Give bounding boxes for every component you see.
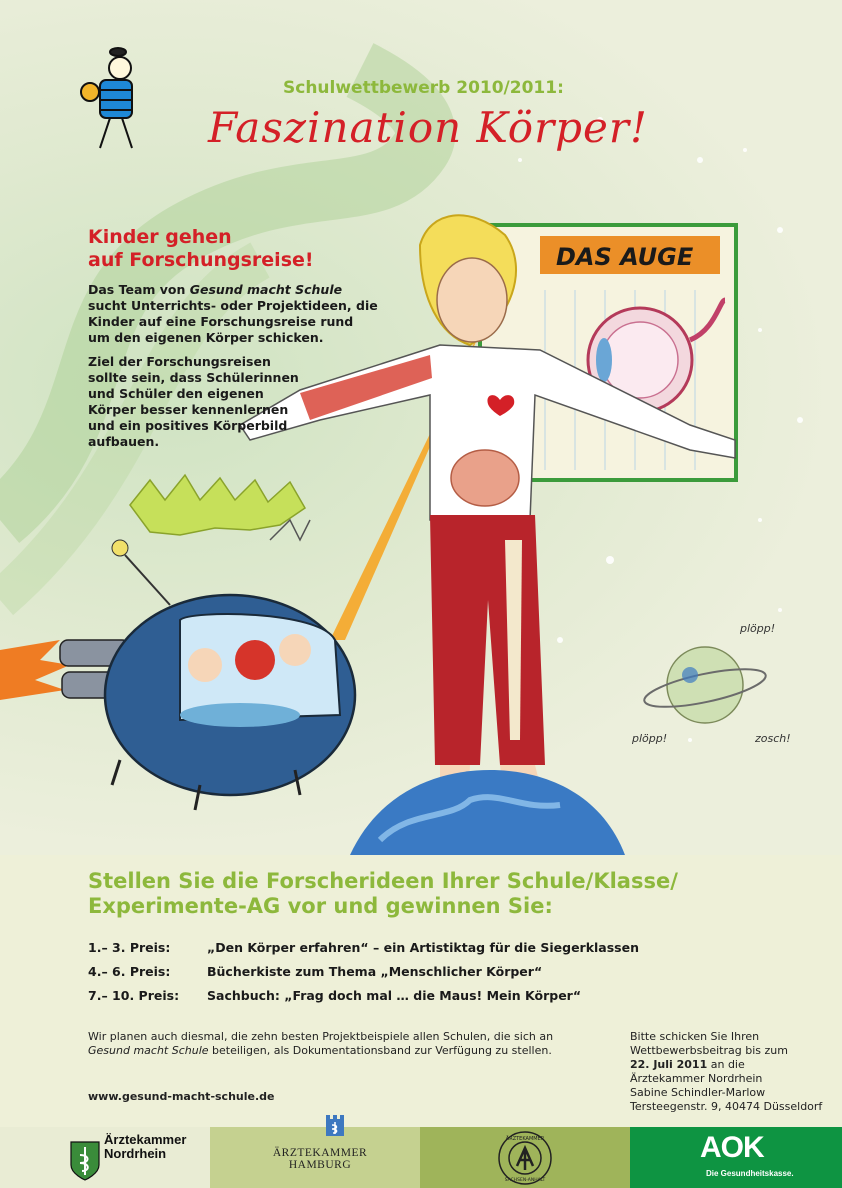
intro-heading-line1: Kinder gehen: [88, 226, 232, 248]
submission-deadline: 22. Juli 2011: [630, 1058, 708, 1071]
prize-place: 7.– 10. Preis:: [88, 988, 180, 1003]
intro-paragraph-2: Ziel der Forschungsreisen sollte sein, dass Schülerinnen und Schüler den eigenen Körper besser kennenlernen und ein positives Körperbild aufbauen.: [88, 354, 299, 449]
intro-heading-line2: auf Forschungsreise!: [88, 249, 314, 271]
submission-line: Sabine Schindler-Marlow: [630, 1086, 766, 1099]
nordrhein-shield-icon: [70, 1141, 100, 1181]
submission-line: Bitte schicken Sie Ihren: [630, 1030, 760, 1043]
hamburg-line2: HAMBURG: [288, 1159, 352, 1171]
spaceship: [0, 540, 355, 810]
prize-description: Bücherkiste zum Thema „Menschlicher Körper“: [207, 964, 543, 979]
submission-line: an die: [707, 1058, 745, 1071]
svg-text:DAS AUGE: DAS AUGE: [556, 243, 694, 271]
planet: [631, 622, 791, 745]
prize-place: 1.– 3. Preis:: [88, 940, 171, 955]
contest-subtitle: Schulwettbewerb 2010/2011:: [283, 78, 564, 98]
hamburg-text: [272, 1147, 368, 1171]
svg-text:plöpp!: plöpp!: [740, 622, 776, 635]
nordrhein-line2: Nordrhein: [104, 1146, 167, 1161]
submission-line: Ärztekammer Nordrhein: [630, 1072, 763, 1085]
aok-slogan: Die Gesundheitskasse.: [706, 1169, 794, 1178]
contest-headline: Stellen Sie die Forscherideen Ihrer Schule/Klasse/ Experimente-AG vor und gewinnen Sie:: [88, 869, 678, 918]
globe: [350, 770, 625, 855]
prize-description: „Den Körper erfahren“ – ein Artistiktag für die Siegerklassen: [207, 940, 640, 955]
svg-text:ÄRZTEKAMMER: ÄRZTEKAMMER: [505, 1136, 545, 1142]
intro-p1-after: sucht Unterrichts- oder Projektideen, die Kinder auf eine Forschungsreise rund um den eigenen Körper schicken.: [88, 298, 378, 345]
sachsen-anhalt-seal-icon: [497, 1130, 553, 1186]
logo-aerztekammer-sachsen-anhalt: [420, 1127, 630, 1188]
logo-aok: [630, 1127, 842, 1188]
prize-description: Sachbuch: „Frag doch mal … die Maus! Mein Körper“: [207, 988, 582, 1003]
nordrhein-text: [104, 1133, 186, 1161]
submission-address: Tersteegenstr. 9, 40474 Düsseldorf: [630, 1100, 823, 1113]
intro-paragraph-1: [88, 282, 378, 346]
hamburg-castle-icon: [325, 1115, 345, 1137]
logo-aerztekammer-hamburg: [210, 1127, 420, 1188]
nordrhein-line1: Ärztekammer: [104, 1132, 187, 1147]
svg-text:plöpp!: plöpp!: [632, 732, 668, 745]
intro-p1-em: Gesund macht Schule: [189, 282, 343, 297]
svg-text:SACHSEN-ANHALT: SACHSEN-ANHALT: [504, 1178, 546, 1183]
note-after: beteiligen, als Dokumentationsband zur Verfügung zu stellen.: [208, 1044, 552, 1057]
doodle-figure: [81, 48, 132, 148]
hamburg-line1: ÄRZTEKAMMER: [272, 1147, 368, 1159]
note-before: Wir planen auch diesmal, die zehn besten Projektbeispiele allen Schulen, die sich an: [88, 1030, 554, 1043]
intro-block: [88, 226, 378, 458]
submission-line: Wettbewerbsbeitrag bis zum: [630, 1044, 788, 1057]
note-em: Gesund macht Schule: [88, 1044, 209, 1057]
aok-wordmark: AOK: [700, 1131, 764, 1164]
website-link[interactable]: www.gesund-macht-schule.de: [88, 1090, 275, 1103]
submission-info: [630, 1030, 830, 1114]
intro-p1-before: Das Team von: [88, 282, 190, 297]
logo-aerztekammer-nordrhein: [0, 1127, 210, 1188]
svg-text:zosch!: zosch!: [755, 732, 791, 745]
prize-place: 4.– 6. Preis:: [88, 964, 171, 979]
poster-title: Faszination Körper!: [208, 103, 648, 152]
intro-heading: [88, 226, 378, 272]
sponsor-logos: [0, 1127, 842, 1188]
documentation-note: [88, 1030, 588, 1058]
